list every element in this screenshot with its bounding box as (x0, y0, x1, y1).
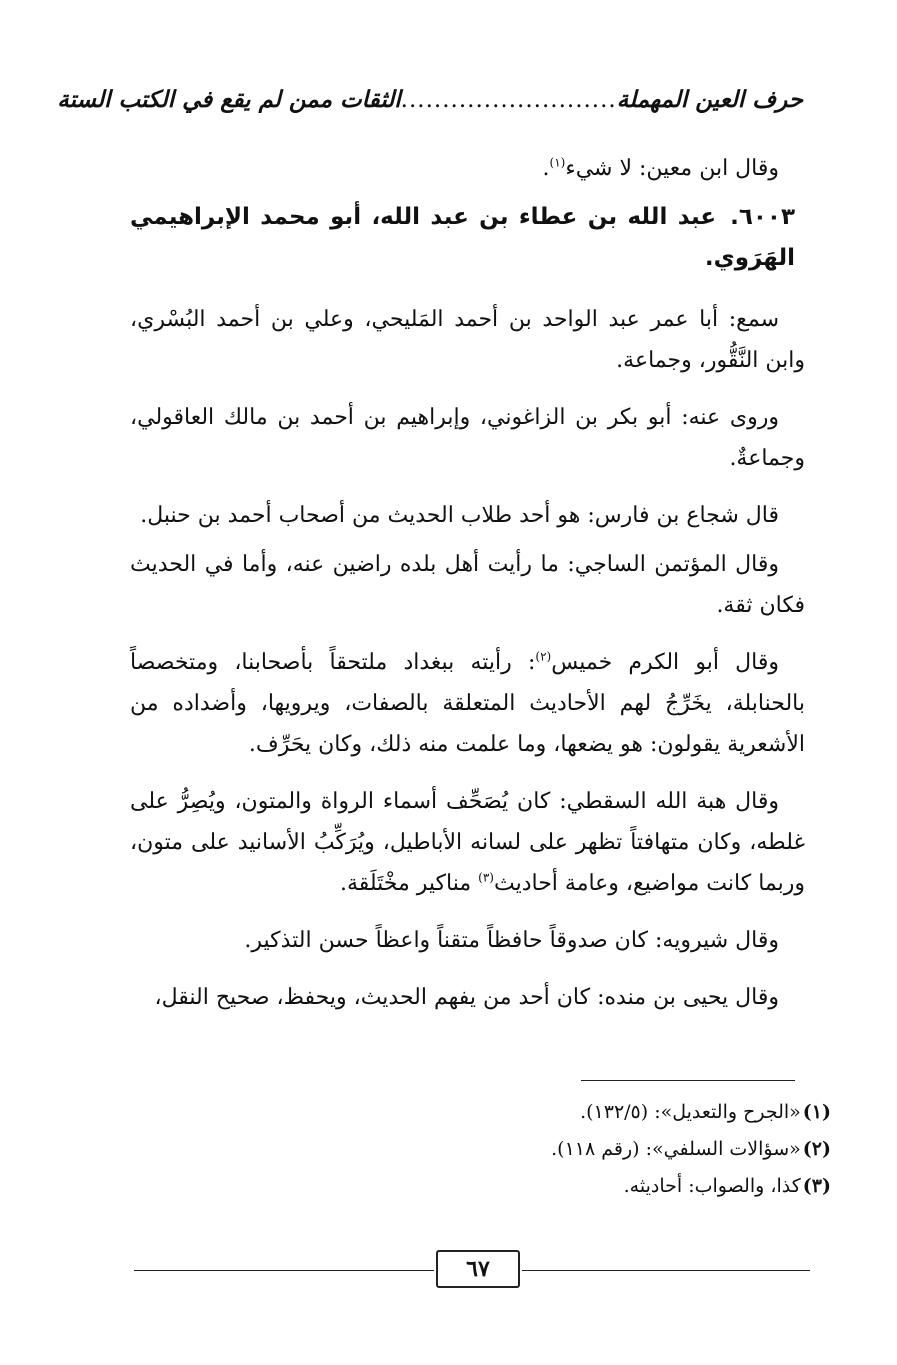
paragraph: وقال يحيى بن منده: كان أحد من يفهم الحديث، ويحفظ، صحيح النقل، (154, 985, 779, 1010)
footnotes (140, 1094, 831, 1205)
header-book-title: الثقات ممن لم يقع في الكتب الستة (57, 86, 401, 113)
footer-rule-right (522, 1270, 810, 1271)
footnote-mark: (١) (802, 1101, 831, 1123)
paragraph: قال شجاع بن فارس: هو أحد طلاب الحديث من أصحاب أحمد بن حنبل. (140, 503, 779, 528)
paragraph (130, 148, 805, 189)
paragraph-text: وقال هبة الله السقطي: كان يُصَحِّف أسماء الرواة والمتون، ويُصِرُّ على غلطه، وكان متهافتاً تظهر على لسانه الأباطيل، ويُرَكِّبُ الأسانيد على متون، وربما كانت مواضيع، وعامة أحاديث (130, 789, 805, 896)
footnote (140, 1094, 831, 1131)
paragraph: سمع: أبا عمر عبد الواحد بن أحمد المَليحي، وعلي بن أحمد البُسْري، وابن النَّقُّور، وجماعة. (130, 307, 805, 373)
main-text (130, 148, 805, 1034)
entry-heading (130, 197, 805, 279)
entry-number: ٦٠٠٣. (730, 204, 795, 230)
header-dot-leader: .......................... (400, 87, 617, 113)
paragraph-text: وقال أبو الكرم خميس (551, 650, 779, 675)
footnote-text: «سؤالات السلفي»: (رقم ١١٨). (551, 1138, 801, 1160)
footnote-ref: (٣) (478, 870, 494, 885)
running-header (57, 86, 803, 113)
footnote-ref: (٢) (535, 649, 552, 664)
footnote (140, 1131, 831, 1168)
footnote-text: كذا، والصواب: أحاديثه. (623, 1175, 801, 1197)
header-chapter-title: حرف العين المهملة (616, 86, 803, 113)
paragraph-text: وقال ابن معين: لا شيء (565, 156, 779, 181)
paragraph-text-end: . (542, 156, 550, 181)
footnote-ref: (١) (549, 155, 566, 170)
footnote (140, 1168, 831, 1205)
footnote-text: «الجرح والتعديل»: (١٣٢/٥). (580, 1101, 801, 1123)
paragraph: وقال شيرويه: كان صدوقاً حافظاً متقناً واعظاً حسن التذكير. (244, 928, 779, 953)
page-number: ٦٧ (436, 1250, 520, 1288)
paragraph (130, 642, 805, 765)
paragraph-text-end: : رأيته ببغداد ملتحقاً بأصحابنا، ومتخصصاً بالحنابلة، يخَرِّجُ لهم الأحاديث المتعلقة بالصفات، ويرويها، وأضداده من الأشعرية يقولون: هو يضعها، وما علمت منه ذلك، وكان يحَرِّف. (130, 650, 805, 757)
paragraph: وروى عنه: أبو بكر بن الزاغوني، وإبراهيم بن أحمد بن مالك العاقولي، وجماعةٌ. (130, 405, 805, 471)
paragraph: وقال المؤتمن الساجي: ما رأيت أهل بلده راضين عنه، وأما في الحديث فكان ثقة. (130, 552, 805, 618)
entry-title: عبد الله بن عطاء بن عبد الله، أبو محمد الإبراهيمي الهَرَوي. (130, 204, 795, 271)
paragraph (130, 781, 805, 904)
footer-rule-left (134, 1270, 434, 1271)
footnote-separator (581, 1080, 795, 1081)
footnote-mark: (٣) (802, 1175, 831, 1197)
paragraph-text-end: مناكير مخْتَلَقة. (339, 871, 479, 896)
footnote-mark: (٢) (802, 1138, 831, 1160)
